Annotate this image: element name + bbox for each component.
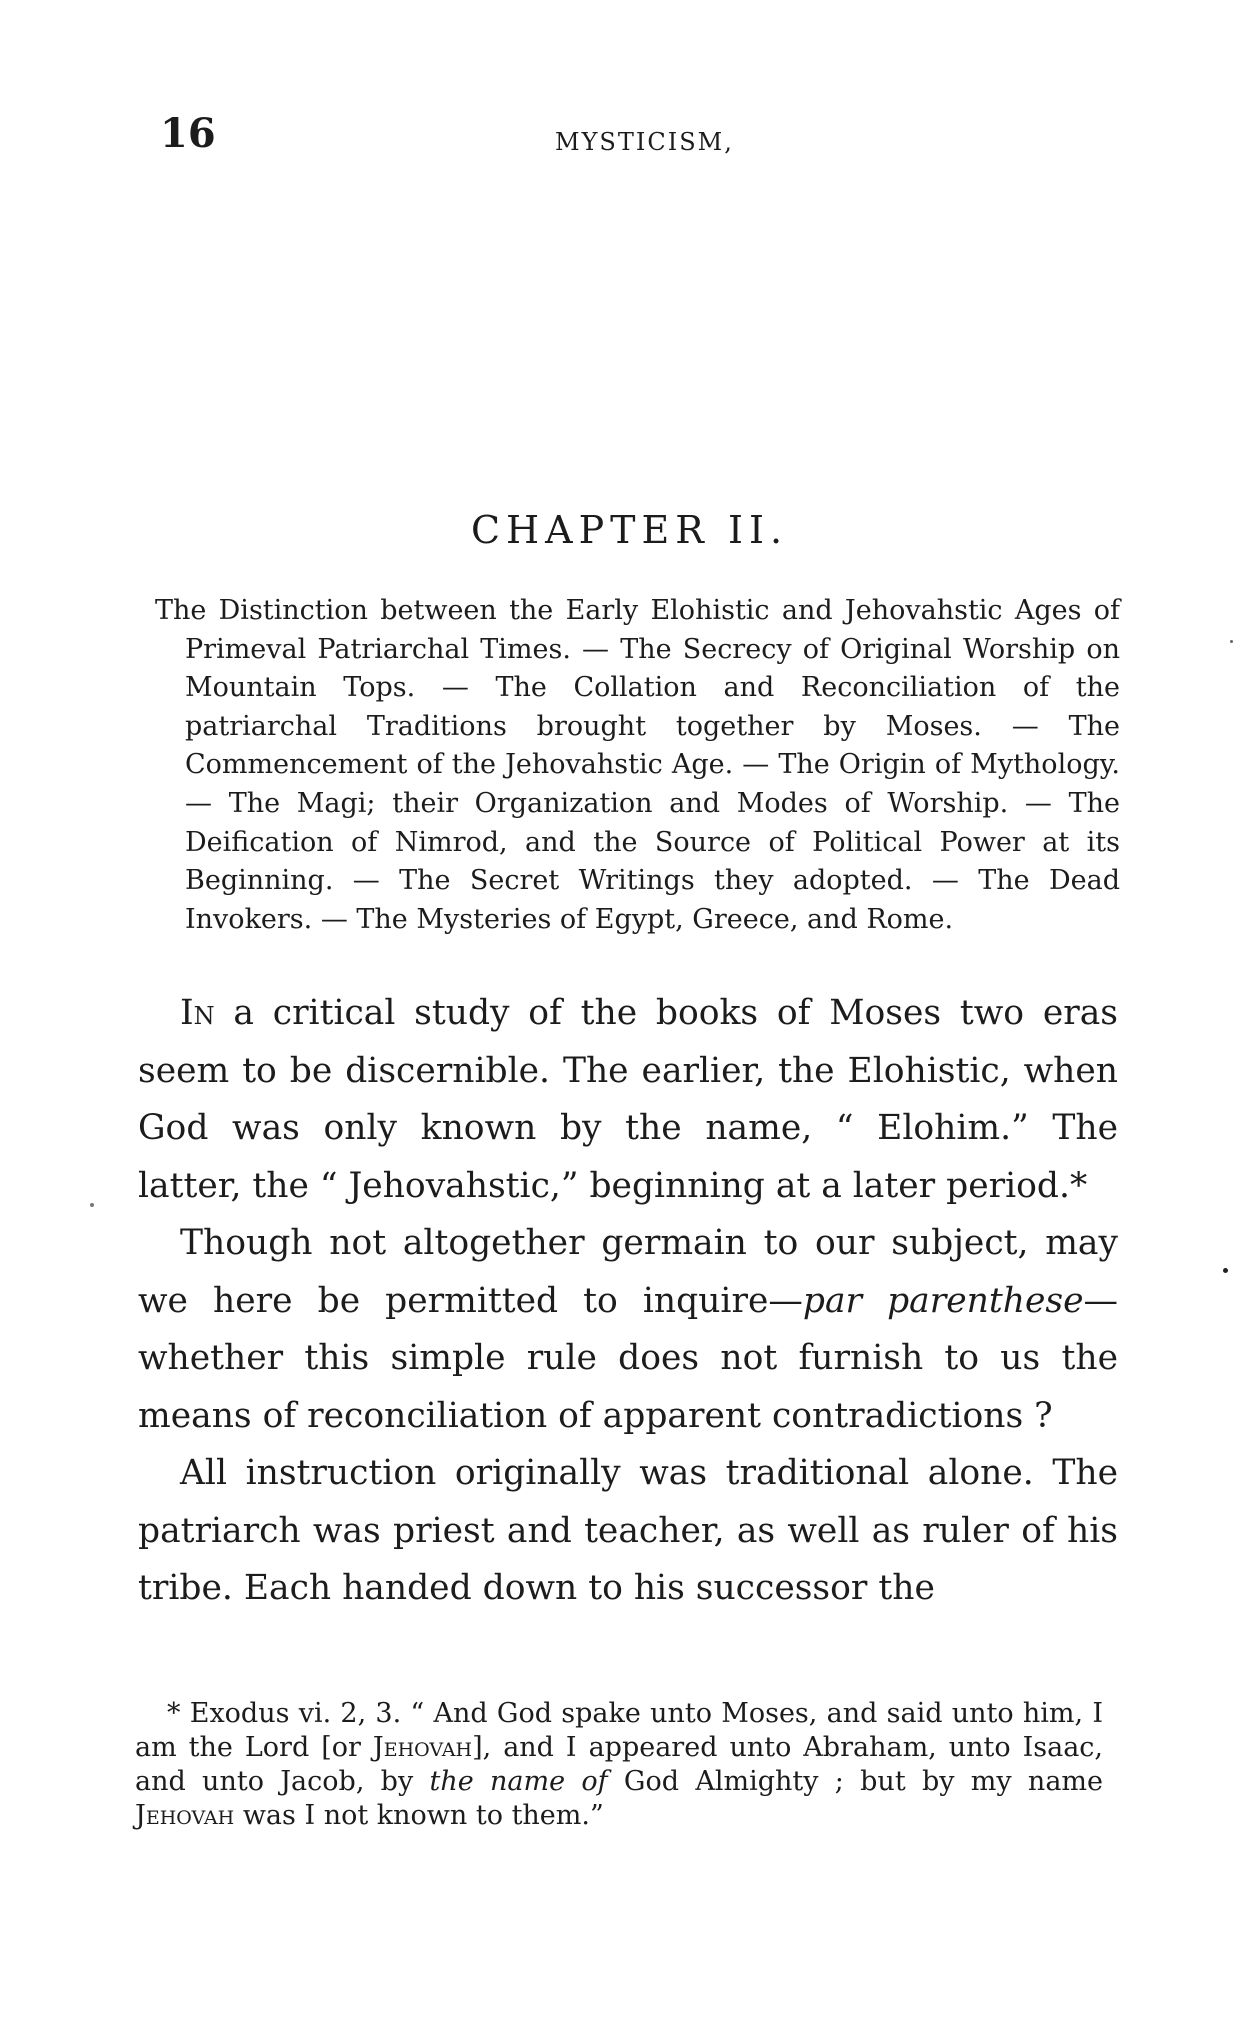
footnote-text-d: was I not known to them.” bbox=[234, 1800, 604, 1831]
footnote-italic: the name of bbox=[429, 1766, 608, 1797]
footnote-text-b: ], and I appeared unto Abraham, unto Isaac, and unto Jacob, by bbox=[135, 1732, 1103, 1797]
footnote-jehovah-1: Jehovah bbox=[372, 1732, 473, 1763]
paragraph-1-text: a critical study of the books of Moses two eras seem to be discernible. The earlier, the Elohistic, when God was only known by the name, “ Elohim.” The latter, the “ Jehovahstic,” beginning at a later period.* bbox=[138, 993, 1118, 1206]
paragraph-1 bbox=[138, 985, 1118, 1215]
footnote-text-a: * Exodus vi. 2, 3. “ And God spake unto Moses, and said unto him, I am the Lord [or bbox=[135, 1698, 1103, 1763]
print-speck bbox=[1230, 640, 1233, 643]
body-text bbox=[138, 985, 1118, 1618]
paragraph-3: All instruction originally was traditional alone. The patriarch was priest and teacher, as well as ruler of his tribe. Each handed down to his successor the bbox=[138, 1453, 1118, 1608]
paragraph-2-text-b: — whether this simple rule does not furnish to us the means of reconciliation of apparent contradictions ? bbox=[138, 1280, 1118, 1436]
chapter-synopsis: The Distinction between the Early Elohistic and Jehovahstic Ages of Primeval Patriarchal Times. — The Secrecy of Original Worship on Mountain Tops. — The Collation and Reconciliation of the patriarchal Traditions brought together by Moses. — The Commencement of the Jehovahstic Age. — The Origin of Mythology. — The Magi; their Organization and Modes of Worship. — The Deification of Nimrod, and the Source of Political Power at its Beginning. — The Secret Writings they adopted. — The Dead Invokers. — The Mysteries of Egypt, Greece, and Rome. bbox=[155, 595, 1120, 935]
print-speck bbox=[1223, 1268, 1228, 1273]
footnote-text-c: God Almighty ; but by my name bbox=[607, 1766, 1104, 1797]
chapter-title: CHAPTER II. bbox=[470, 508, 789, 552]
footnote bbox=[135, 1697, 1103, 1833]
paragraph-2-italic: par parenthese bbox=[802, 1280, 1084, 1321]
running-head: MYSTICISM, bbox=[555, 128, 734, 156]
dropcap-word: In bbox=[180, 993, 215, 1033]
print-speck bbox=[90, 1203, 94, 1207]
paragraph-2 bbox=[138, 1215, 1118, 1445]
page-number: 16 bbox=[160, 110, 216, 157]
footnote-jehovah-2: Jehovah bbox=[135, 1800, 235, 1831]
paragraph-2-text-a: Though not altogether germain to our subject, may we here be permitted to inquire— bbox=[138, 1223, 1118, 1321]
